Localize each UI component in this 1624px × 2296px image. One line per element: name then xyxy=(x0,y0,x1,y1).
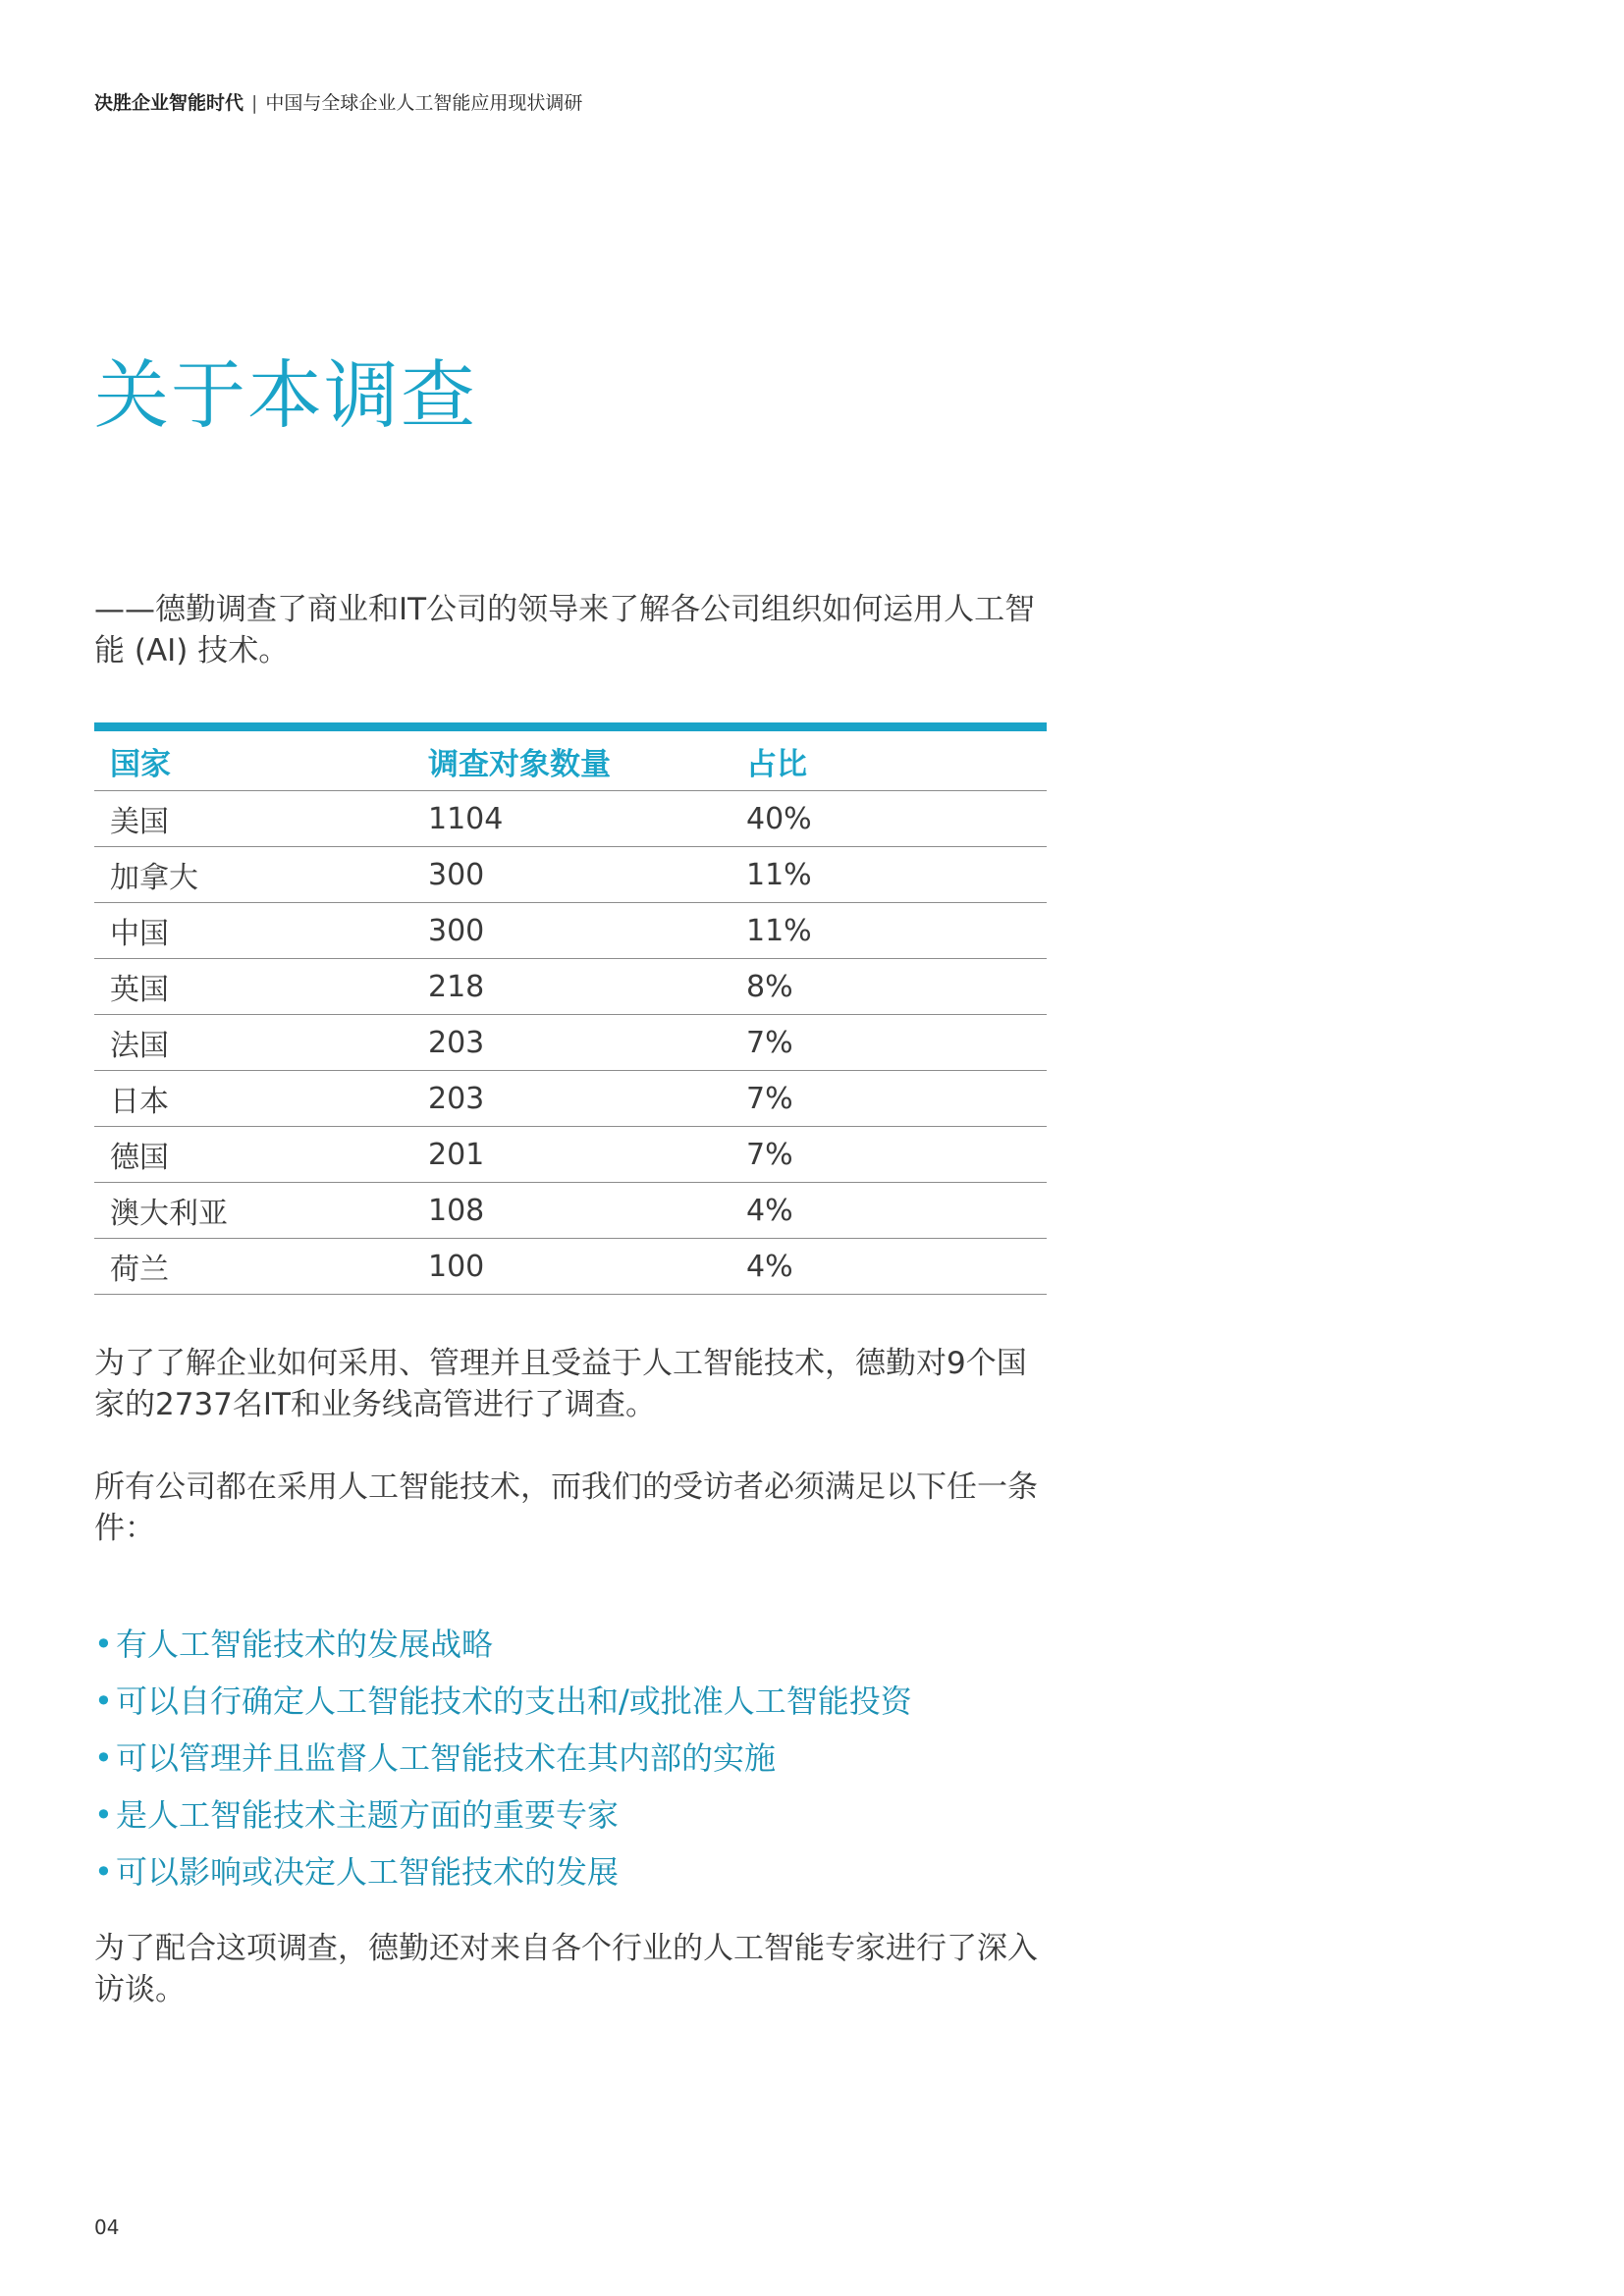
respondents-cell: 201 xyxy=(412,1127,731,1183)
column-header-country: 国家 xyxy=(94,731,412,791)
country-cell: 加拿大 xyxy=(94,847,412,903)
country-cell: 中国 xyxy=(94,903,412,959)
respondents-cell: 108 xyxy=(412,1183,731,1239)
country-cell: 澳大利亚 xyxy=(94,1183,412,1239)
table-row xyxy=(94,903,1047,959)
share-cell: 40% xyxy=(731,791,1047,847)
share-cell: 7% xyxy=(731,1127,1047,1183)
page-title: 关于本调查 xyxy=(94,351,477,439)
share-cell: 11% xyxy=(731,903,1047,959)
country-cell: 美国 xyxy=(94,791,412,847)
column-header-share: 占比 xyxy=(731,731,1047,791)
bullet-icon: • xyxy=(94,1682,113,1720)
methodology-paragraph: 为了了解企业如何采用、管理并且受益于人工智能技术，德勤对9个国家的2737名IT和业务线高管进行了调查。 xyxy=(94,1346,1027,1422)
criterion-text: 有人工智能技术的发展战略 xyxy=(116,1626,494,1663)
interviews-paragraph: 为了配合这项调查，德勤还对来自各个行业的人工智能专家进行了深入访谈。 xyxy=(94,1931,1038,2007)
survey-respondents-table xyxy=(94,731,1047,1295)
bullet-icon: • xyxy=(94,1796,113,1834)
intro-paragraph: ——德勤调查了商业和IT公司的领导来了解各公司组织如何运用人工智能 (AI) 技术。 xyxy=(94,592,1036,668)
share-cell: 7% xyxy=(731,1071,1047,1127)
share-cell: 11% xyxy=(731,847,1047,903)
page-number: 04 xyxy=(94,2216,120,2239)
header-separator: | xyxy=(251,92,258,114)
table-row xyxy=(94,1127,1047,1183)
share-cell: 4% xyxy=(731,1183,1047,1239)
table-row xyxy=(94,1071,1047,1127)
country-cell: 德国 xyxy=(94,1127,412,1183)
list-item xyxy=(94,1616,912,1673)
share-cell: 8% xyxy=(731,959,1047,1015)
respondents-cell: 1104 xyxy=(412,791,731,847)
table-row xyxy=(94,1183,1047,1239)
respondent-criteria-list xyxy=(94,1616,912,1900)
table-row xyxy=(94,959,1047,1015)
bullet-icon: • xyxy=(94,1853,113,1891)
report-subtitle: 中国与全球企业人工智能应用现状调研 xyxy=(265,92,583,114)
table-top-rule xyxy=(94,722,1047,731)
list-item xyxy=(94,1843,912,1900)
share-cell: 7% xyxy=(731,1015,1047,1071)
list-item xyxy=(94,1730,912,1787)
criteria-intro-paragraph: 所有公司都在采用人工智能技术，而我们的受访者必须满足以下任一条件： xyxy=(94,1469,1038,1546)
list-item xyxy=(94,1787,912,1843)
criterion-text: 可以影响或决定人工智能技术的发展 xyxy=(116,1853,620,1891)
criterion-text: 可以管理并且监督人工智能技术在其内部的实施 xyxy=(116,1739,777,1777)
respondents-cell: 203 xyxy=(412,1071,731,1127)
bullet-icon: • xyxy=(94,1739,113,1777)
respondents-cell: 218 xyxy=(412,959,731,1015)
respondents-cell: 300 xyxy=(412,847,731,903)
country-cell: 日本 xyxy=(94,1071,412,1127)
criterion-text: 可以自行确定人工智能技术的支出和/或批准人工智能投资 xyxy=(116,1682,912,1720)
table-row xyxy=(94,1015,1047,1071)
respondents-cell: 100 xyxy=(412,1239,731,1295)
table-header-row xyxy=(94,731,1047,791)
running-header xyxy=(94,88,582,115)
table-row xyxy=(94,1239,1047,1295)
survey-table-container xyxy=(94,722,1047,1295)
list-item xyxy=(94,1673,912,1730)
respondents-cell: 300 xyxy=(412,903,731,959)
respondents-cell: 203 xyxy=(412,1015,731,1071)
bullet-icon: • xyxy=(94,1626,113,1663)
country-cell: 荷兰 xyxy=(94,1239,412,1295)
report-title: 决胜企业智能时代 xyxy=(94,92,244,114)
table-row xyxy=(94,791,1047,847)
criterion-text: 是人工智能技术主题方面的重要专家 xyxy=(116,1796,620,1834)
table-row xyxy=(94,847,1047,903)
country-cell: 英国 xyxy=(94,959,412,1015)
country-cell: 法国 xyxy=(94,1015,412,1071)
column-header-respondents: 调查对象数量 xyxy=(412,731,731,791)
share-cell: 4% xyxy=(731,1239,1047,1295)
